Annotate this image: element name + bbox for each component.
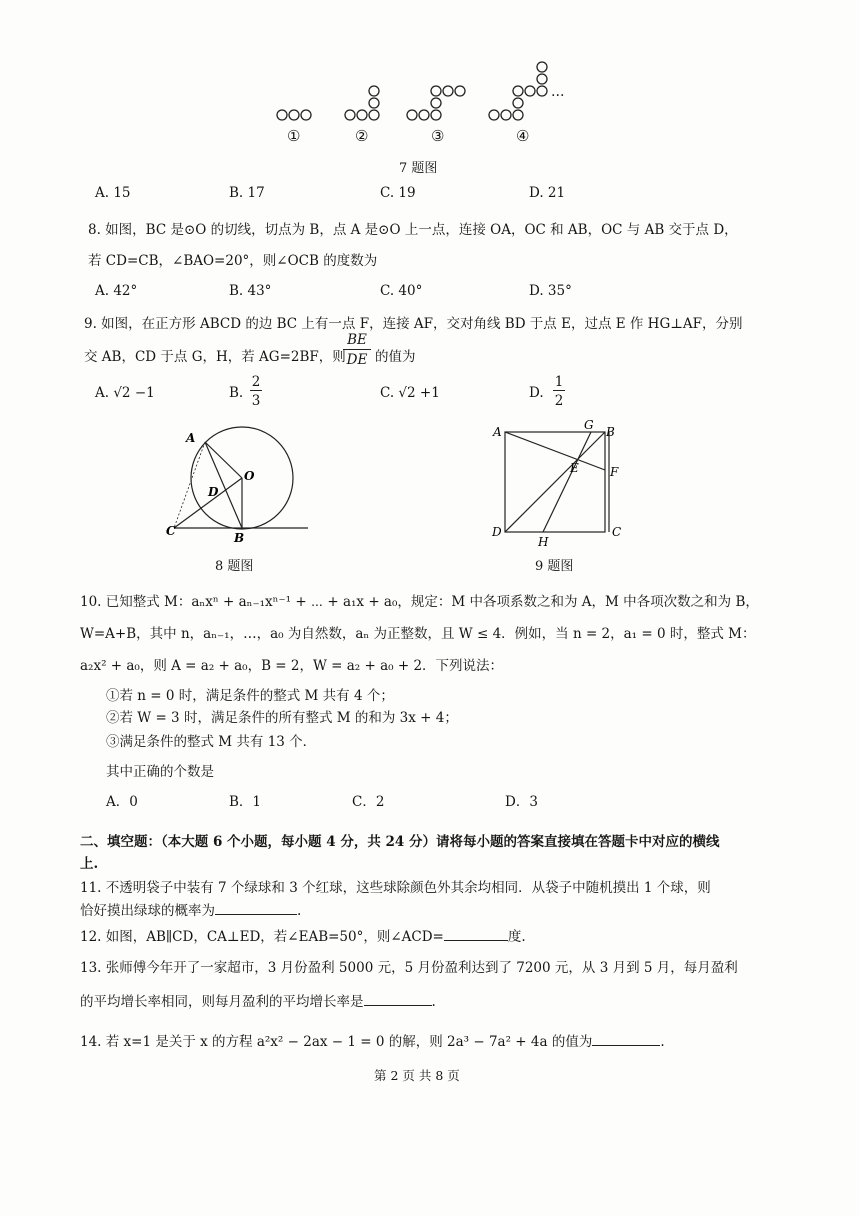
q12-stem-text: 12. 如图，AB∥CD，CA⊥ED，若∠EAB=50°，则∠ACD=	[80, 929, 444, 945]
q9-point-e: E	[570, 461, 579, 475]
q8-option-b: B. 43°	[229, 283, 272, 299]
q7-pattern-label-1: ①	[287, 127, 301, 145]
q8-point-o: O	[244, 469, 255, 483]
q11-end: .	[297, 903, 302, 919]
q10-option-b: B．1	[229, 794, 262, 810]
q13-stem-line1: 13. 张师傅今年开了一家超市，3 月份盈利 5000 元，5 月份盈利达到了 7200 元，从 3 月到 5 月，每月盈利	[80, 960, 738, 976]
q10-statement-1: ①若 n = 0 时，满足条件的整式 M 共有 4 个；	[106, 688, 394, 704]
q14-stem	[80, 1030, 665, 1050]
q10-stem-line3: a₂x² + a₀，则 A = a₂ + a₀，B = 2，W = a₂ + a₀ + 2．下列说法：	[80, 658, 504, 674]
q9-point-d: D	[492, 525, 502, 539]
section2-heading-line1: 二、填空题：（本大题 6 个小题，每小题 4 分，共 24 分）请将每小题的答案直接填在答题卡中对应的横线	[80, 834, 720, 850]
q10-stem-line1: 10. 已知整式 M：aₙxⁿ + aₙ₋₁xⁿ⁻¹ + ⋯ + a₁x + a₀，规定：M 中各项系数之和为 A，M 中各项次数之和为 B，	[80, 594, 759, 610]
q9-point-c: C	[612, 525, 622, 539]
q8-caption: 8 题图	[215, 559, 254, 574]
q7-option-c: C. 19	[380, 185, 416, 201]
q9-option-d-label: D.	[529, 385, 544, 401]
q8-point-a: A	[186, 431, 196, 445]
q9-option-b-denominator: 3	[251, 393, 261, 409]
q14-stem-text: 14. 若 x=1 是关于 x 的方程 a²x² − 2ax − 1 = 0 的解，则 2a³ − 7a² + 4a 的值为	[80, 1034, 593, 1050]
q10-option-d: D．3	[505, 794, 538, 810]
q7-pattern-label-2: ②	[355, 127, 369, 145]
q9-option-b-label: B.	[229, 385, 244, 401]
q12-answer-blank[interactable]	[444, 940, 508, 941]
q8-point-b: B	[234, 531, 245, 545]
q7-option-b: B. 17	[229, 185, 265, 201]
q9-point-f: F	[610, 465, 619, 479]
q11-answer-blank[interactable]	[215, 914, 297, 915]
q10-option-a: A．0	[106, 794, 138, 810]
q11-stem-line1: 11. 不透明袋子中装有 7 个绿球和 3 个红球，这些球除颜色外其余均相同．从袋子中随机摸出 1 个球，则	[80, 880, 711, 896]
q11-stem-line2	[80, 899, 301, 919]
q9-stem-line2-pre: 交 AB，CD 于点 G，H，若 AG=2BF，则	[84, 349, 346, 365]
q7-pattern-label-3: ③	[431, 127, 445, 145]
q8-option-d: D. 35°	[529, 283, 572, 299]
q8-figure	[160, 420, 320, 550]
q9-fraction-denominator: DE	[346, 352, 368, 368]
q7-option-a: A. 15	[95, 185, 131, 201]
q10-option-c: C．2	[352, 794, 385, 810]
q9-option-b-numerator: 2	[251, 374, 261, 390]
q7-pattern-figure	[270, 60, 580, 150]
q7-caption: 7 题图	[399, 161, 438, 176]
q8-option-c: C. 40°	[380, 283, 423, 299]
q10-stem-line2: W=A+B，其中 n，aₙ₋₁，…，a₀ 为自然数，aₙ 为正整数，且 W ≤ 4．例如，当 n = 2，a₁ = 0 时，整式 M：	[80, 626, 756, 642]
q9-point-a: A	[493, 425, 502, 439]
q9-stem-line1: 9. 如图，在正方形 ABCD 的边 BC 上有一点 F，连接 AF，交对角线 BD 于点 E，过点 E 作 HG⊥AF，分别	[84, 316, 743, 332]
q9-option-c: C. √2 +1	[380, 385, 440, 401]
q9-stem-line2-post: 的值为	[375, 349, 416, 365]
q7-option-d: D. 21	[529, 185, 566, 201]
q9-figure	[488, 420, 628, 550]
q13-stem-text: 的平均增长率相同，则每月盈利的平均增长率是	[80, 994, 364, 1010]
q8-stem-line1: 8. 如图，BC 是⊙O 的切线，切点为 B，点 A 是⊙O 上一点，连接 OA，OC 和 AB，OC 与 AB 交于点 D，	[88, 222, 738, 238]
q12-stem	[80, 925, 526, 945]
q8-point-d: D	[208, 485, 219, 499]
q8-point-c: C	[166, 524, 176, 538]
q13-end: .	[431, 994, 436, 1010]
page-footer: 第 2 页 共 8 页	[374, 1068, 460, 1083]
q13-stem-line2	[80, 990, 436, 1010]
q9-fraction-numerator: BE	[343, 332, 371, 350]
q10-statement-3: ③满足条件的整式 M 共有 13 个．	[106, 734, 317, 750]
q13-answer-blank[interactable]	[364, 1005, 432, 1006]
q14-end: .	[660, 1034, 665, 1050]
q12-end: 度.	[507, 929, 526, 945]
q9-point-h: H	[538, 535, 549, 549]
q11-stem-text: 恰好摸出绿球的概率为	[80, 903, 215, 919]
q9-point-b: B	[606, 425, 615, 439]
section2-heading-line2: 上.	[80, 856, 99, 872]
q9-option-d-denominator: 2	[554, 393, 564, 409]
q9-point-g: G	[584, 420, 594, 432]
q9-option-d-numerator: 1	[554, 374, 564, 390]
q14-answer-blank[interactable]	[592, 1045, 660, 1046]
q8-stem-line2: 若 CD=CB，∠BAO=20°，则∠OCB 的度数为	[88, 253, 378, 269]
q9-option-a: A. √2 −1	[95, 385, 155, 401]
q7-pattern-label-4: ④	[516, 127, 530, 145]
q7-ellipsis: …	[551, 84, 565, 100]
q9-caption: 9 题图	[535, 559, 574, 574]
q10-question: 其中正确的个数是	[106, 764, 214, 780]
q8-option-a: A. 42°	[95, 283, 138, 299]
q10-statement-2: ②若 W = 3 时，满足条件的所有整式 M 的和为 3x + 4；	[106, 710, 458, 726]
